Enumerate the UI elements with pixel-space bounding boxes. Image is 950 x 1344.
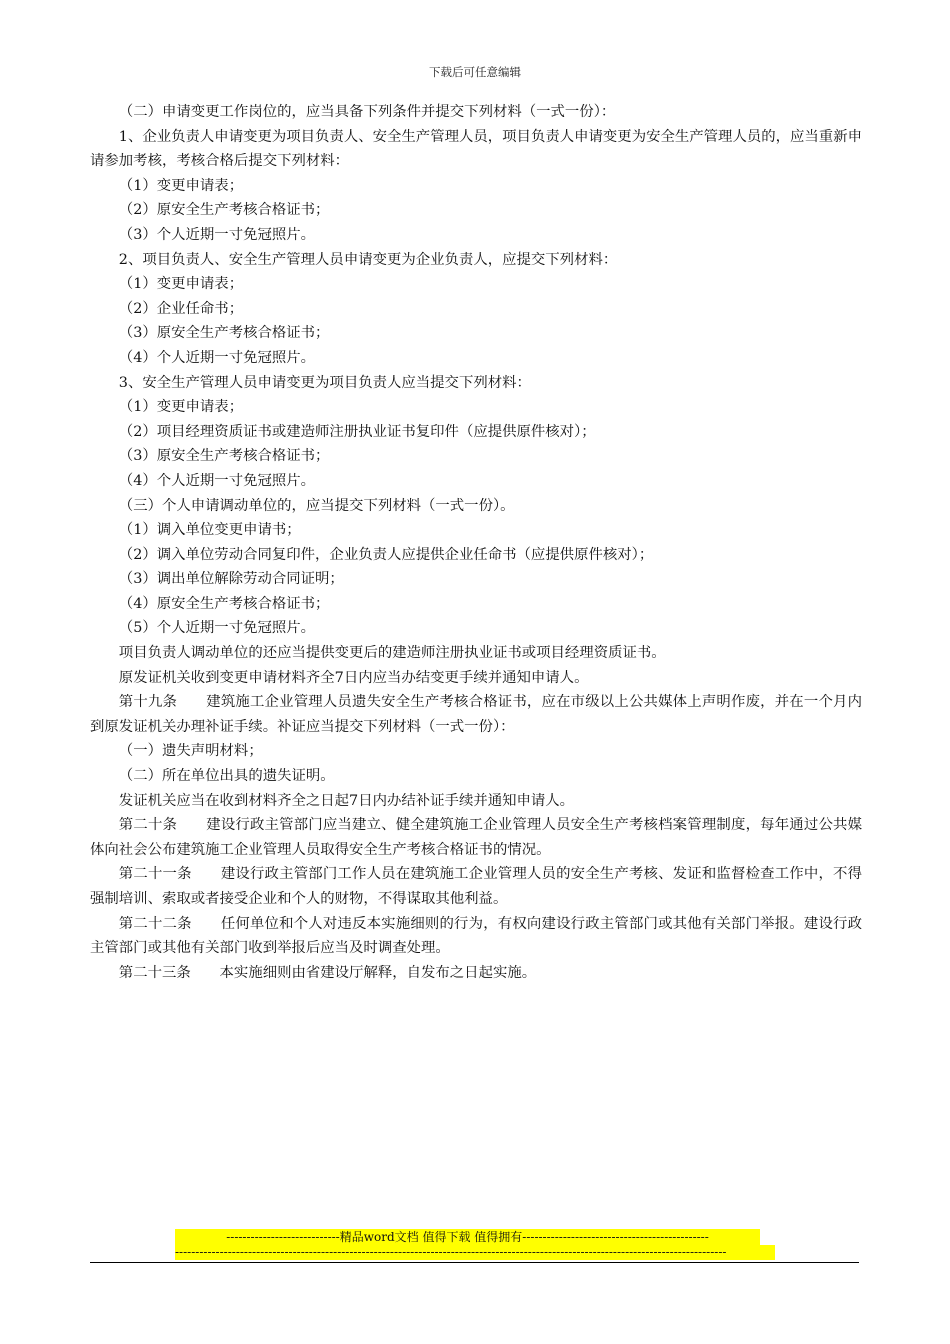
paragraph: （1）变更申请表； bbox=[118, 177, 244, 194]
paragraph: （1）变更申请表； bbox=[118, 399, 244, 416]
paragraph: （4）个人近期一寸免冠照片。 bbox=[118, 472, 316, 489]
paragraph: （二）申请变更工作岗位的，应当具备下列条件并提交下列材料（一式一份）： bbox=[118, 104, 616, 120]
article-paragraph: 第二十二条 任何单位和个人对违反本实施细则的行为，有权向建设行政主管部门或其他有关部门举报。建设行政主管部门或其他有关部门收到举报后应当及时调查处理。 bbox=[90, 915, 862, 957]
paragraph: （3）个人近期一寸免冠照片。 bbox=[118, 226, 316, 243]
article-paragraph: 第二十三条 本实施细则由省建设厅解释，自发布之日起实施。 bbox=[118, 964, 537, 981]
paragraph: （2）调入单位劳动合同复印件，企业负责人应提供企业任命书（应提供原件核对）； bbox=[118, 546, 654, 563]
paragraph: （二）所在单位出具的遗失证明。 bbox=[118, 768, 335, 785]
footer-banner-line: ----------------------------精品word文档 值得下载 值得拥有---------------------------------------------- bbox=[175, 1229, 760, 1245]
paragraph: （2）企业任命书； bbox=[118, 300, 244, 317]
footer-rule bbox=[90, 1262, 859, 1263]
page-header: 下载后可任意编辑 bbox=[429, 65, 521, 79]
article-paragraph: 第二十条 建设行政主管部门应当建立、健全建筑施工企业管理人员安全生产考核档案管理制度，每年通过公共媒体向社会公布建筑施工企业管理人员取得安全生产考核合格证书的情况。 bbox=[90, 817, 862, 858]
paragraph: （4）原安全生产考核合格证书； bbox=[118, 595, 330, 612]
document-body bbox=[90, 100, 862, 985]
article-paragraph: 第二十一条 建设行政主管部门工作人员在建筑施工企业管理人员的安全生产考核、发证和监督检查工作中，不得强制培训、索取或者接受企业和个人的财物，不得谋取其他利益。 bbox=[90, 866, 862, 907]
paragraph: （1）调入单位变更申请书； bbox=[118, 522, 301, 539]
article-paragraph: 第十九条 建筑施工企业管理人员遗失安全生产考核合格证书，应在市级以上公共媒体上声明作废，并在一个月内到原发证机关办理补证手续。补证应当提交下列材料（一式一份）： bbox=[90, 694, 862, 735]
paragraph: （2）原安全生产考核合格证书； bbox=[118, 202, 330, 219]
paragraph: （一）遗失声明材料； bbox=[118, 743, 263, 760]
paragraph: （4）个人近期一寸免冠照片。 bbox=[118, 349, 316, 366]
paragraph: （5）个人近期一寸免冠照片。 bbox=[118, 620, 316, 637]
paragraph: （三）个人申请调动单位的，应当提交下列材料（一式一份）。 bbox=[118, 497, 515, 514]
paragraph: 1、企业负责人申请变更为项目负责人、安全生产管理人员，项目负责人申请变更为安全生产管理人员的，应当重新申请参加考核，考核合格后提交下列材料： bbox=[90, 128, 862, 170]
paragraph: （3）原安全生产考核合格证书； bbox=[118, 448, 330, 465]
paragraph: （3）调出单位解除劳动合同证明； bbox=[118, 571, 344, 588]
paragraph: 发证机关应当在收到材料齐全之日起7日内办结补证手续并通知申请人。 bbox=[118, 792, 575, 809]
paragraph: （1）变更申请表； bbox=[118, 276, 244, 293]
paragraph: （2）项目经理资质证书或建造师注册执业证书复印件（应提供原件核对）； bbox=[118, 423, 596, 440]
paragraph: 2、项目负责人、安全生产管理人员申请变更为企业负责人，应提交下列材料： bbox=[118, 251, 618, 268]
footer-dash-line: ---------------------------------------------------------------------------------------------------------------------------------------- bbox=[175, 1245, 775, 1260]
paragraph: 原发证机关收到变更申请材料齐全7日内应当办结变更手续并通知申请人。 bbox=[118, 669, 589, 686]
paragraph: 3、安全生产管理人员申请变更为项目负责人应当提交下列材料： bbox=[118, 374, 531, 391]
paragraph: （3）原安全生产考核合格证书； bbox=[118, 325, 330, 342]
paragraph: 项目负责人调动单位的还应当提供变更后的建造师注册执业证书或项目经理资质证书。 bbox=[118, 645, 666, 662]
